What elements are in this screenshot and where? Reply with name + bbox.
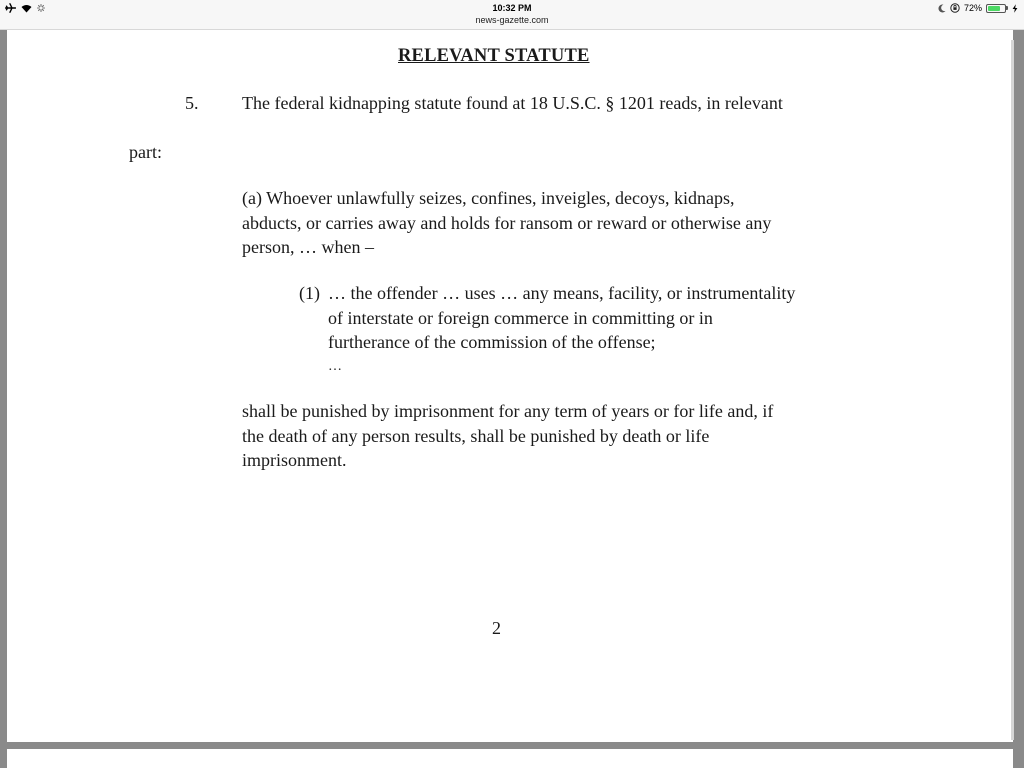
subsection-line: of interstate or foreign commerce in committing or in — [328, 307, 713, 328]
subsection-line: … the offender … uses … any means, facility, or instrumentality — [328, 283, 796, 303]
battery-gauge — [986, 4, 1006, 13]
quote-line: person, … when – — [242, 237, 374, 257]
orientation-lock-icon — [950, 3, 960, 13]
charging-icon — [1012, 4, 1018, 13]
battery-fill — [988, 6, 1000, 11]
omission-ellipsis: … — [328, 359, 344, 374]
battery-cap — [1006, 6, 1008, 10]
penalty-line: the death of any person results, shall be punished by death or life — [242, 425, 710, 446]
paragraph-text-line-2: part: — [129, 142, 162, 162]
address-url[interactable]: news-gazette.com — [475, 15, 549, 25]
quote-line: (a) Whoever unlawfully seizes, confines, inveigles, decoys, kidnaps, — [242, 188, 735, 208]
subsection-line: furtherance of the commission of the offense; — [328, 332, 656, 352]
moon-icon — [938, 4, 946, 13]
status-time: 10:32 PM — [492, 3, 532, 13]
quote-line: abducts, or carries away and holds for ransom or reward or otherwise any — [242, 212, 772, 233]
section-heading: RELEVANT STATUTE — [398, 46, 590, 66]
penalty-line: shall be punished by imprisonment for any term of years or for life and, if — [242, 401, 774, 421]
battery-icon — [986, 4, 1008, 13]
pdf-viewer[interactable] — [0, 30, 1024, 768]
penalty-line: imprisonment. — [242, 450, 347, 470]
paragraph-text-line-1: The federal kidnapping statute found at 18 U.S.C. § 1201 reads, in relevant — [242, 93, 783, 113]
status-right-icons — [938, 2, 1018, 14]
battery-percent: 72% — [963, 3, 982, 13]
penalty-text — [242, 399, 773, 473]
subsection-number: (1) — [299, 283, 320, 303]
document-page — [7, 30, 1013, 742]
page-number: 2 — [492, 618, 501, 638]
scroll-indicator[interactable] — [1011, 40, 1014, 740]
statute-quote — [242, 186, 771, 260]
next-page-preview — [7, 749, 1013, 768]
subsection-text — [328, 281, 795, 355]
status-bar — [0, 0, 1024, 30]
paragraph-number: 5. — [185, 93, 199, 113]
